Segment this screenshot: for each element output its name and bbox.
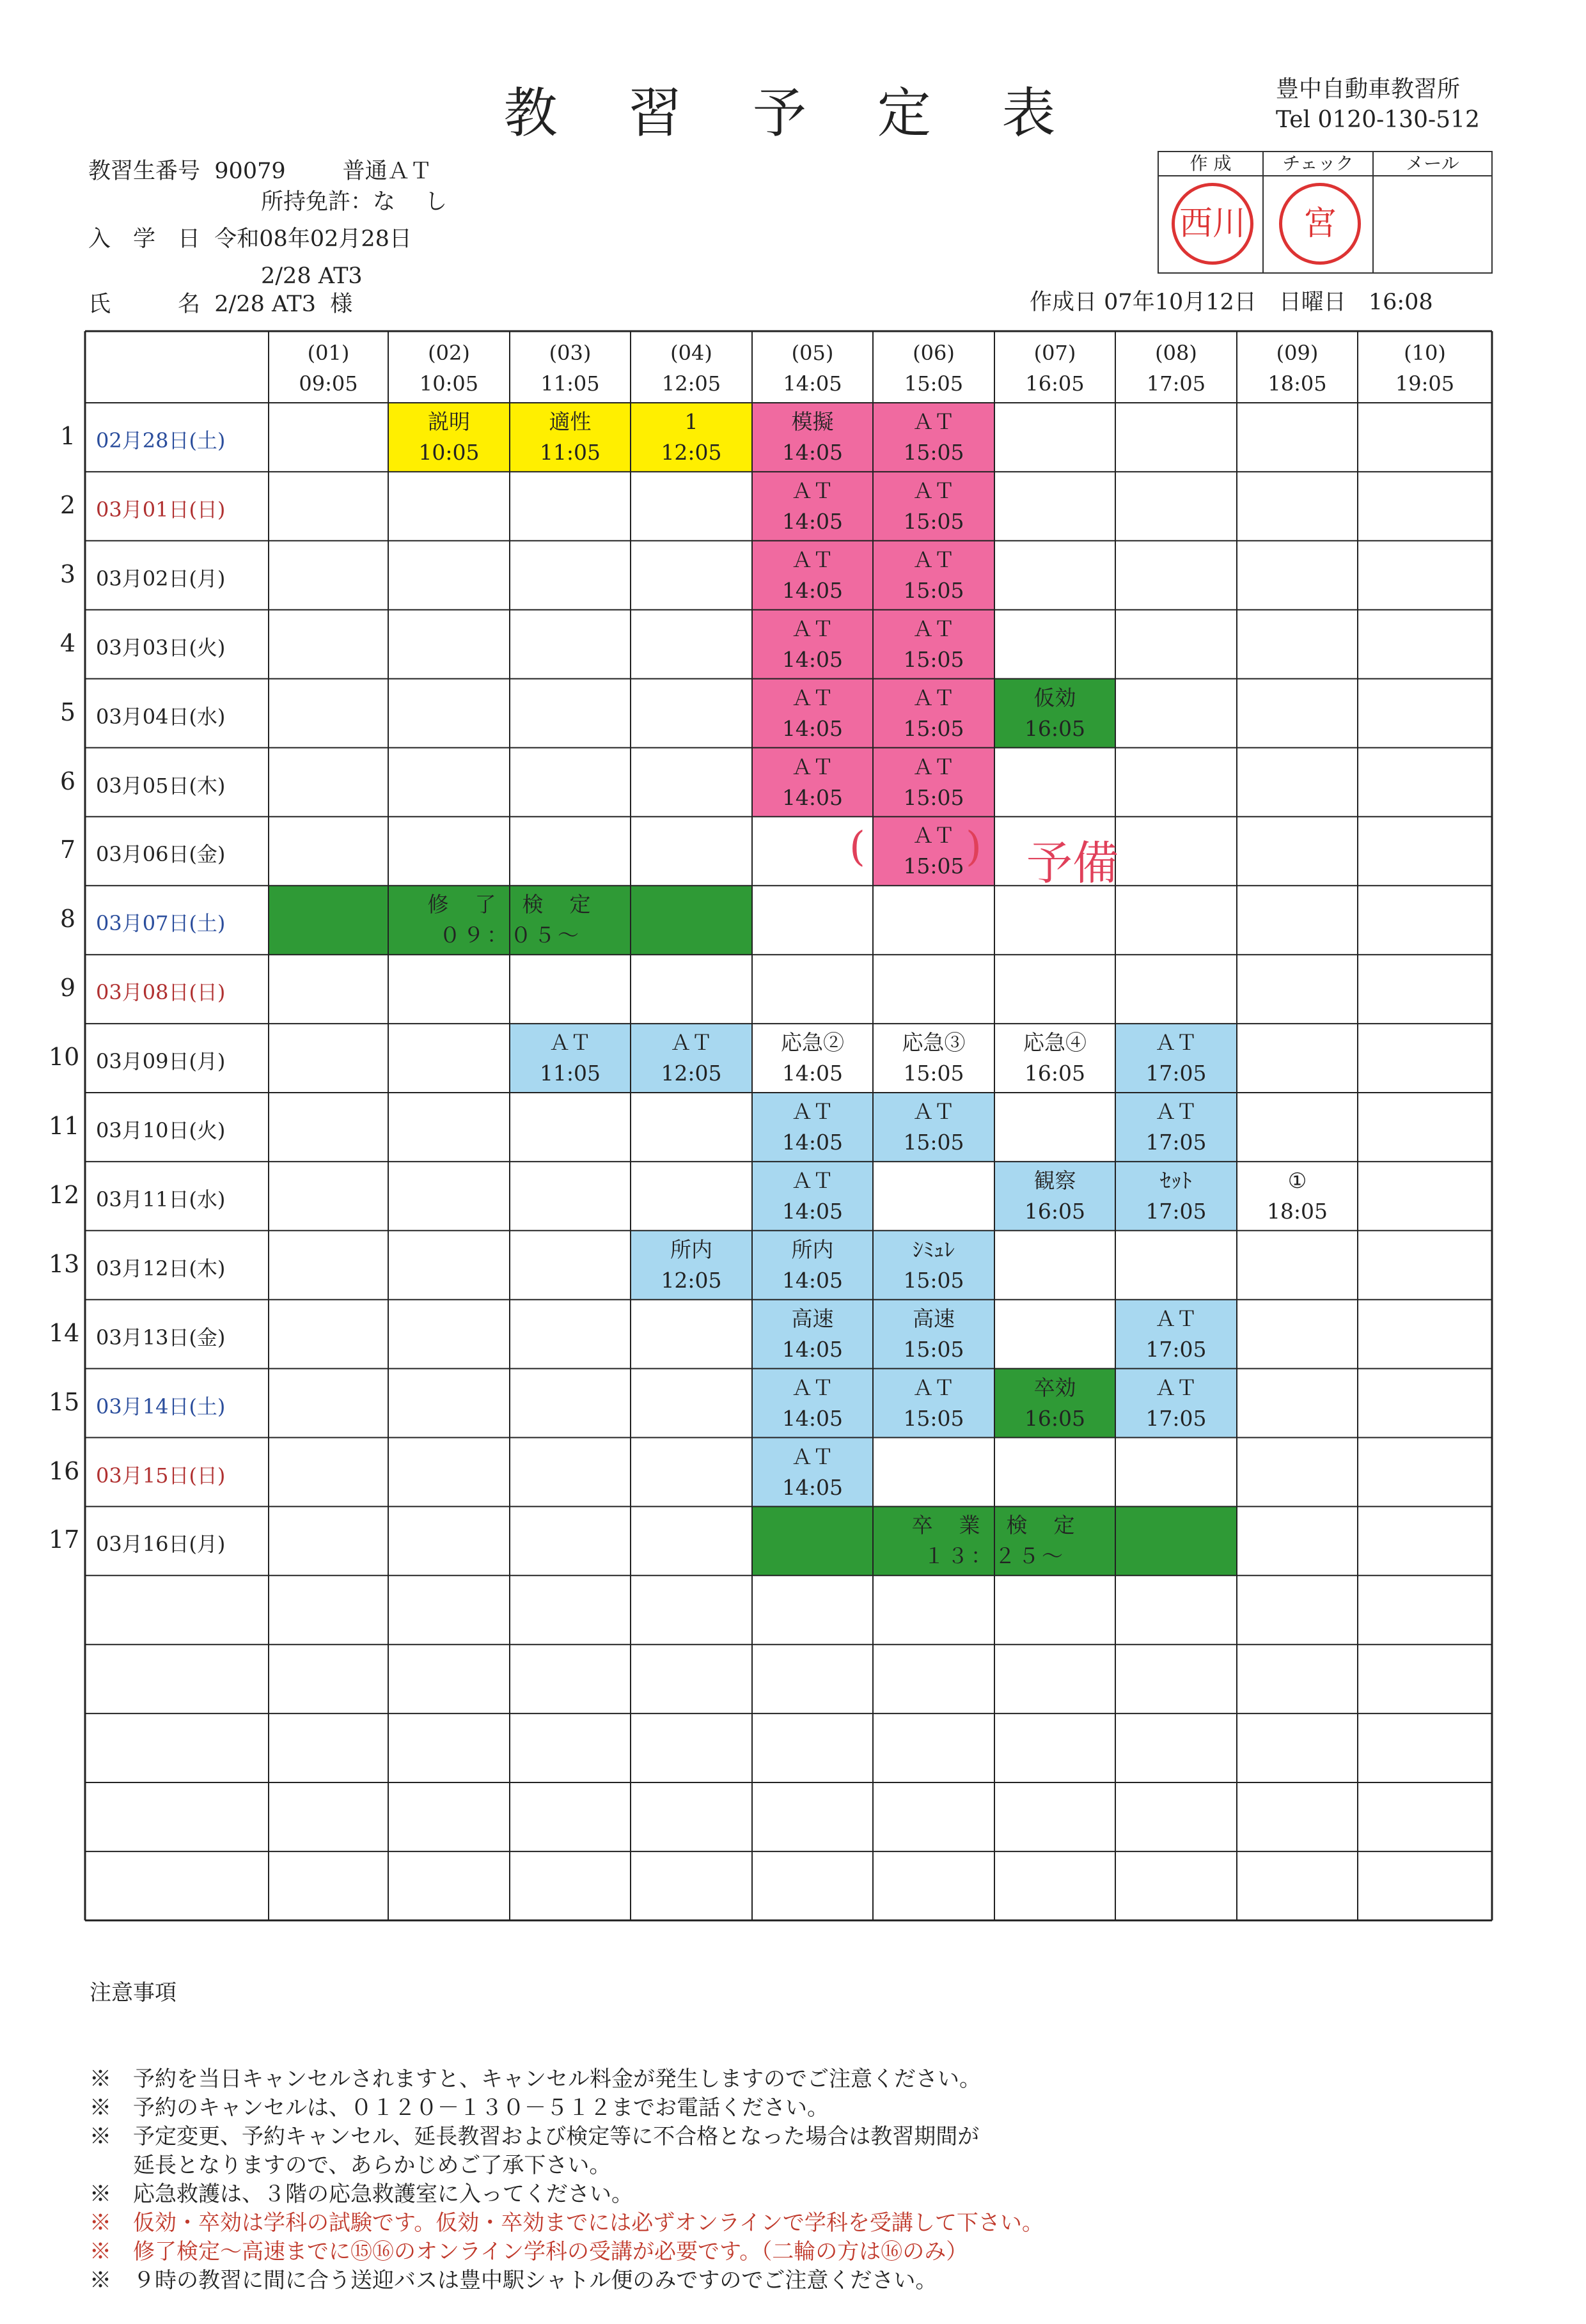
cell-text: 15:05 — [903, 1405, 964, 1431]
cell-text: 15:05 — [903, 1061, 964, 1086]
row-number: 17 — [49, 1525, 80, 1554]
cell-text: 14:05 — [781, 1267, 844, 1293]
cell-text: ① — [1287, 1167, 1307, 1193]
cell-text: ｼﾐｭﾚ — [913, 1236, 955, 1262]
cell-text: 14:05 — [781, 715, 844, 741]
row-date: 03月06日(金) — [96, 842, 226, 867]
note-item: 延長となりますので、あらかじめご了承下さい。 — [90, 2153, 611, 2178]
cell-text: 応急④ — [1023, 1030, 1087, 1056]
page-title: 教 習 予 定 表 — [503, 82, 1083, 144]
school-name: 豊中自動車教習所 — [1276, 76, 1461, 102]
license-label: 所持免許： — [261, 189, 373, 215]
cell-text: ＡＴ — [913, 754, 955, 779]
cell-text: ＡＴ — [1155, 1375, 1197, 1400]
schedule-cell[interactable] — [510, 1027, 631, 1089]
cell-text: 15:05 — [903, 854, 964, 879]
column-time: 14:05 — [783, 371, 842, 396]
row-date: 03月08日(日) — [96, 980, 226, 1005]
cell-text: 14:05 — [781, 508, 844, 534]
schedule-cell[interactable] — [510, 407, 631, 468]
cell-text: 11:05 — [539, 440, 601, 465]
notes — [90, 1921, 1044, 2324]
row-date: 03月07日(土) — [96, 911, 226, 936]
cell-text: 14:05 — [781, 1198, 844, 1224]
schedule-cell[interactable] — [752, 407, 873, 468]
cell-text: 18:05 — [1266, 1198, 1328, 1224]
cell-text: 15:05 — [903, 646, 964, 672]
column-number: (03) — [549, 341, 592, 365]
schedule-cell[interactable] — [752, 1235, 873, 1296]
cell-text: 15:05 — [903, 508, 964, 534]
note-item: ※ 応急救護は、３階の応急救護室に入ってください。 — [90, 2181, 633, 2207]
cell-text: ＡＴ — [791, 685, 834, 710]
cell-text: 16:05 — [1024, 1061, 1086, 1086]
column-header — [510, 338, 631, 399]
column-header — [1115, 338, 1237, 399]
row-date: 03月10日(火) — [96, 1118, 226, 1143]
cell-text: 適性 — [549, 409, 592, 434]
row-date: 03月12日(木) — [96, 1256, 226, 1281]
cell-text: ＡＴ — [913, 1375, 955, 1400]
schedule-cell[interactable] — [752, 752, 873, 813]
row-date: 03月15日(日) — [96, 1463, 226, 1488]
cell-text: 14:05 — [781, 1061, 844, 1086]
schedule-cell[interactable] — [1115, 1027, 1237, 1089]
schedule-cell[interactable] — [752, 1166, 873, 1227]
cell-text: ＡＴ — [791, 1444, 834, 1469]
student-name: 2/28 AT3 — [214, 292, 316, 317]
cell-text: 15:05 — [903, 440, 964, 465]
column-header — [388, 338, 510, 399]
column-number: (10) — [1404, 341, 1446, 365]
note-item: ※ 予定変更、予約キャンセル、延長教習および検定等に不合格となった場合は教習期間が — [90, 2124, 980, 2149]
schedule-cell[interactable] — [269, 889, 752, 951]
row-number: 13 — [49, 1249, 80, 1278]
column-number: (06) — [913, 341, 955, 365]
schedule-cell[interactable] — [994, 1166, 1115, 1227]
schedule-cell[interactable] — [752, 476, 873, 537]
schedule-cell[interactable] — [752, 1304, 873, 1365]
row-date: 03月02日(月) — [96, 566, 226, 591]
schedule-cell[interactable] — [873, 683, 994, 744]
cell-text: 修 了 検 定 — [427, 892, 593, 917]
column-number: (04) — [670, 341, 712, 365]
row-date: 03月03日(火) — [96, 635, 226, 660]
row-number: 15 — [49, 1387, 80, 1416]
schedule-cell[interactable] — [873, 407, 994, 468]
cell-text: 15:05 — [903, 715, 964, 741]
cell-text: ＡＴ — [791, 547, 834, 572]
entry-date: 令和08年02月28日 — [214, 226, 412, 252]
column-header — [873, 338, 994, 399]
cell-text: 15:05 — [903, 1130, 964, 1155]
entry-label: 入 学 日 — [88, 226, 201, 252]
course: 普通ＡＴ — [342, 159, 432, 184]
note-item: ※ ９時の教習に間に合う送迎バスは豊中駅シャトル便のみですのでご注意ください。 — [90, 2268, 938, 2293]
row-number: 11 — [49, 1112, 80, 1140]
school-tel: Tel 0120-130-512 — [1276, 107, 1480, 133]
cell-text: 17:05 — [1145, 1405, 1207, 1431]
cell-text: 14:05 — [781, 440, 844, 465]
cell-text: 卒 業 検 定 — [911, 1513, 1078, 1538]
note-item: ※ 予約のキャンセルは、０１２０－１３０－５１２までお電話ください。 — [90, 2095, 829, 2121]
note-item: ※ 仮効・卒効は学科の試験です。仮効・卒効までには必ずオンラインで学科を受講して下さい。 — [90, 2210, 1044, 2236]
schedule-cell[interactable] — [1237, 1166, 1358, 1227]
cell-text: 14:05 — [781, 1336, 844, 1362]
schedule-cell[interactable] — [752, 614, 873, 675]
row-number: 4 — [59, 628, 76, 657]
cell-text: ｾｯﾄ — [1160, 1167, 1192, 1193]
schedule-cell[interactable] — [873, 1096, 994, 1158]
cell-text: 16:05 — [1024, 1198, 1086, 1224]
schedule-cell[interactable] — [1115, 1166, 1237, 1227]
column-time: 09:05 — [299, 371, 358, 396]
license-value: な し — [373, 189, 448, 215]
row-number: 9 — [59, 974, 76, 1002]
seal-stamp: 西川 — [1172, 183, 1253, 265]
schedule-cell[interactable] — [873, 614, 994, 675]
schedule-cell[interactable] — [873, 1373, 994, 1434]
cell-text: 17:05 — [1145, 1130, 1207, 1155]
cell-text: 15:05 — [903, 784, 964, 810]
cell-text: ＡＴ — [791, 478, 834, 503]
cell-text: 17:05 — [1145, 1336, 1207, 1362]
schedule-cell[interactable] — [752, 1510, 1237, 1571]
column-time: 15:05 — [904, 371, 964, 396]
row-number: 2 — [59, 490, 76, 519]
column-header — [1358, 338, 1492, 399]
row-date: 03月11日(水) — [96, 1187, 226, 1212]
cell-text: 12:05 — [661, 1061, 722, 1086]
cell-text: 14:05 — [781, 1405, 844, 1431]
schedule-cell[interactable] — [873, 1235, 994, 1296]
cell-text: 1 — [684, 409, 698, 434]
cell-text: 高速 — [913, 1306, 955, 1331]
schedule-cell[interactable] — [994, 1027, 1115, 1089]
schedule-cell[interactable] — [631, 1235, 752, 1296]
stamp-header-check: チェック — [1264, 152, 1372, 176]
cell-text: 15:05 — [903, 1267, 964, 1293]
schedule-cell[interactable] — [994, 1373, 1115, 1434]
column-time: 18:05 — [1268, 371, 1327, 396]
created-time: 16:08 — [1368, 290, 1433, 315]
row-date: 03月16日(月) — [96, 1532, 226, 1557]
cell-text: 所内 — [791, 1236, 834, 1262]
cell-text: 卒効 — [1033, 1375, 1076, 1400]
row-date: 03月01日(日) — [96, 497, 226, 522]
row-number: 10 — [49, 1043, 80, 1072]
column-number: (05) — [791, 341, 834, 365]
column-time: 10:05 — [419, 371, 479, 396]
cell-text: ＡＴ — [791, 1375, 834, 1400]
cell-text: 14:05 — [781, 577, 844, 603]
cell-text: ＡＴ — [1155, 1306, 1197, 1331]
cell-text: 高速 — [791, 1306, 834, 1331]
honorific: 様 — [330, 292, 353, 317]
column-number: (07) — [1033, 341, 1076, 365]
row-number: 7 — [59, 836, 76, 864]
cell-text: 17:05 — [1145, 1061, 1207, 1086]
column-header — [994, 338, 1115, 399]
cell-text: 14:05 — [781, 784, 844, 810]
cell-text: 14:05 — [781, 646, 844, 672]
cell-text: ＡＴ — [791, 616, 834, 641]
column-number: (08) — [1155, 341, 1197, 365]
cell-text: 仮効 — [1033, 685, 1076, 710]
column-number: (01) — [307, 341, 350, 365]
column-header — [1237, 338, 1358, 399]
column-header — [631, 338, 752, 399]
schedule-cell[interactable] — [873, 1027, 994, 1089]
row-date: 03月13日(金) — [96, 1325, 226, 1350]
cell-text: 15:05 — [903, 577, 964, 603]
cell-text: ０９：０５～ — [439, 923, 581, 948]
column-header — [269, 338, 388, 399]
seal-stamp: 宮 — [1279, 183, 1361, 265]
cell-text: 模擬 — [791, 409, 834, 434]
row-number: 5 — [59, 698, 76, 726]
notes-list — [90, 2065, 1044, 2295]
cell-text: ＡＴ — [791, 754, 834, 779]
row-date: 02月28日(土) — [96, 428, 226, 453]
cell-text: 説明 — [428, 409, 470, 434]
row-date: 03月09日(月) — [96, 1049, 226, 1074]
column-time: 19:05 — [1395, 371, 1455, 396]
schedule-cell[interactable] — [1115, 1096, 1237, 1158]
cell-text: 15:05 — [903, 1336, 964, 1362]
cell-text: ＡＴ — [1155, 1099, 1197, 1124]
schedule-cell[interactable] — [631, 1027, 752, 1089]
row-number: 12 — [49, 1180, 80, 1209]
created-label: 作成日 — [1030, 290, 1097, 315]
column-time: 16:05 — [1025, 371, 1085, 396]
cell-text: ＡＴ — [791, 1099, 834, 1124]
column-number: (09) — [1276, 341, 1319, 365]
cell-text: １３：２５～ — [923, 1543, 1065, 1569]
row-number: 8 — [59, 905, 76, 933]
column-time: 12:05 — [661, 371, 721, 396]
created-date: 07年10月12日 — [1104, 290, 1257, 315]
cell-text: ＡＴ — [1155, 1030, 1197, 1056]
cell-text: 所内 — [670, 1236, 712, 1262]
student-number-label: 教習生番号 — [88, 159, 201, 184]
schedule-cell[interactable] — [873, 752, 994, 813]
schedule-cell[interactable] — [752, 1373, 873, 1434]
row-date: 03月04日(水) — [96, 704, 226, 729]
column-time: 11:05 — [540, 371, 600, 396]
schedule-cell[interactable] — [752, 1027, 873, 1089]
cell-text: 観察 — [1033, 1167, 1076, 1193]
row-number: 14 — [49, 1318, 80, 1347]
cell-text: 10:05 — [418, 440, 480, 465]
cell-text: ＡＴ — [913, 1099, 955, 1124]
schedule-cell[interactable] — [873, 545, 994, 606]
cell-text: 応急② — [781, 1030, 844, 1056]
schedule-cell[interactable] — [752, 545, 873, 606]
schedule-cell[interactable] — [752, 683, 873, 744]
cell-text: 11:05 — [539, 1061, 601, 1086]
handwritten-paren-close: ) — [966, 823, 982, 871]
student-note: 2/28 AT3 — [261, 263, 363, 289]
row-number: 16 — [49, 1456, 80, 1485]
cell-text: 17:05 — [1145, 1198, 1207, 1224]
schedule-cell[interactable] — [994, 683, 1115, 744]
schedule-cell[interactable] — [873, 1304, 994, 1365]
row-number: 3 — [59, 559, 76, 588]
notes-heading: 注意事項 — [90, 1980, 177, 2006]
schedule-cell[interactable] — [752, 1096, 873, 1158]
cell-text: 16:05 — [1024, 715, 1086, 741]
cell-text: ＡＴ — [913, 616, 955, 641]
name-label: 氏 名 — [88, 292, 201, 317]
schedule-cell[interactable] — [631, 407, 752, 468]
note-item: ※ 予約を当日キャンセルされますと、キャンセル料金が発生しますのでご注意ください。 — [90, 2066, 981, 2092]
stamp-header-create: 作 成 — [1159, 152, 1262, 176]
row-date: 03月14日(土) — [96, 1394, 226, 1419]
schedule-cell[interactable] — [1115, 1373, 1237, 1434]
handwritten-note: 予備 — [1026, 836, 1119, 890]
schedule-cell[interactable] — [1115, 1304, 1237, 1365]
column-header — [752, 338, 873, 399]
column-time: 17:05 — [1146, 371, 1206, 396]
cell-text: ＡＴ — [913, 685, 955, 710]
schedule-cell[interactable] — [752, 1442, 873, 1503]
cell-text: ＡＴ — [670, 1030, 712, 1056]
column-number: (02) — [428, 341, 470, 365]
cell-text: ＡＴ — [913, 823, 955, 848]
cell-text: 14:05 — [781, 1474, 844, 1500]
cell-text: ＡＴ — [913, 478, 955, 503]
note-item: ※ 修了検定～高速までに⑮⑯のオンライン学科の受講が必要です。（二輪の方は⑯のみ） — [90, 2239, 968, 2265]
cell-text: 12:05 — [661, 1267, 722, 1293]
cell-text: ＡＴ — [913, 547, 955, 572]
row-date: 03月05日(木) — [96, 773, 226, 798]
cell-text: 14:05 — [781, 1130, 844, 1155]
cell-text: 応急③ — [902, 1030, 966, 1056]
cell-text: 16:05 — [1024, 1405, 1086, 1431]
cell-text: ＡＴ — [791, 1167, 834, 1193]
stamp-header-mail: メール — [1374, 152, 1491, 176]
schedule-cell[interactable] — [873, 476, 994, 537]
cell-text: ＡＴ — [549, 1030, 592, 1056]
handwritten-paren-open: ( — [849, 823, 865, 871]
created-weekday: 日曜日 — [1278, 290, 1346, 315]
student-number: 90079 — [214, 159, 286, 184]
schedule-cell[interactable] — [388, 407, 510, 468]
cell-text: ＡＴ — [913, 409, 955, 434]
cell-text: 12:05 — [661, 440, 722, 465]
row-number: 6 — [59, 767, 76, 795]
row-number: 1 — [59, 422, 76, 450]
